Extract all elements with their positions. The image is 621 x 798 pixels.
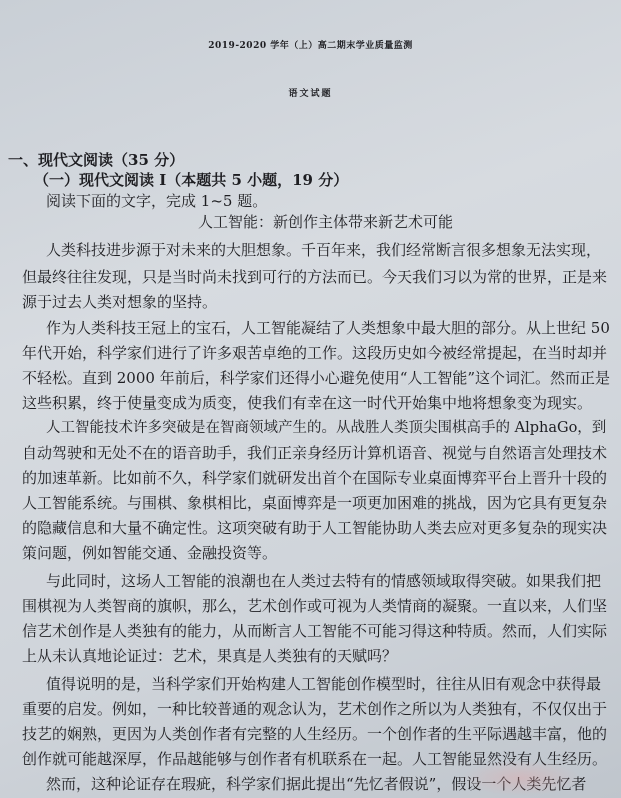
watermark-stamp	[461, 760, 581, 796]
article-line: 的隐藏信息和大量不确定性。这项突破有助于人工智能协助人类去应对更多复杂的现实决	[22, 519, 608, 537]
article-line: 重要的启发。例如，一种比较普通的观念认为，艺术创作之所以为人类独有，不仅仅出于	[22, 700, 608, 718]
article-line: 这些积累，终于使量变成为质变，使我们有幸在这一时代开始集中地将想象变为现实。	[22, 394, 593, 412]
article-line: 年代开始，科学家们进行了许多艰苦卓绝的工作。这段历史如今被经常提起，在当时却并	[22, 344, 608, 362]
reading-instruction: 阅读下面的文字，完成 1~5 题。	[46, 192, 268, 210]
article-line: 然而，这种论证存在瑕疵，科学家们据此提出“先忆者假说”，假设一个人类先忆者	[46, 775, 587, 793]
article-line: 人工智能系统。与围棋、象棋相比，桌面博弈是一项更加困难的挑战，因为它具有更复杂	[22, 494, 608, 512]
article-line: 不轻松。直到 2000 年前后，科学家们还得小心避免使用“人工智能”这个词汇。然而正是	[22, 369, 611, 387]
article-line: 人类科技进步源于对未来的大胆想象。千百年来，我们经常断言很多想象无法实现，	[46, 241, 602, 259]
article-line: 值得说明的是，当科学家们开始构建人工智能创作模型时，往往从旧有观念中获得最	[46, 675, 602, 693]
sub-section-heading: （一）现代文阅读 I（本题共 5 小题，19 分）	[34, 171, 349, 189]
article-line: 自动驾驶和无处不在的语音助手，我们正亲身经历计算机语音、视觉与自然语言处理技术	[22, 444, 608, 462]
article-line: 与此同时，这场人工智能的浪潮也在人类过去特有的情感领域取得突破。如果我们把	[46, 572, 602, 590]
article-line: 策问题，例如智能交通、金融投资等。	[22, 544, 278, 562]
article-line: 围棋视为人类智商的旗帜，那么，艺术创作或可视为人类情商的凝聚。一直以来，人们坚	[22, 597, 608, 615]
article-line: 信艺术创作是人类独有的能力，从而断言人工智能不可能习得这种特质。然而，人们实际	[22, 622, 608, 640]
article-line: 源于过去人类对想象的坚持。	[22, 293, 218, 311]
article-title: 人工智能：新创作主体带来新艺术可能	[198, 213, 454, 231]
exam-title: 2019-2020 学年（上）高二期末学业质量监测	[208, 41, 413, 51]
article-line: 的加速革新。比如前不久，科学家们就研发出首个在国际专业桌面博弈平台上晋升十段的	[22, 469, 608, 487]
article-line: 创作就可能越深厚，作品越能够与创作者有机联系在一起。人工智能显然没有人生经历。	[22, 750, 608, 768]
article-line: 作为人类科技王冠上的宝石，人工智能凝结了人类想象中最大胆的部分。从上世纪 50	[46, 319, 610, 337]
article-line: 人工智能技术许多突破是在智商领域产生的。从战胜人类顶尖围棋高手的 AlphaGo，到	[46, 420, 607, 436]
article-line: 但最终往往发现，只是当时尚未找到可行的方法而已。今天我们习以为常的世界，正是来	[22, 268, 608, 286]
section-heading: 一、现代文阅读（35 分）	[8, 151, 185, 169]
article-line: 技艺的娴熟，更因为人类创作者有完整的人生经历。一个创作者的生平际遇越丰富，他的	[22, 725, 608, 743]
subject-title: 语文试题	[288, 89, 333, 99]
article-line: 上从未认真地论证过：艺术，果真是人类独有的天赋吗？	[22, 647, 398, 665]
